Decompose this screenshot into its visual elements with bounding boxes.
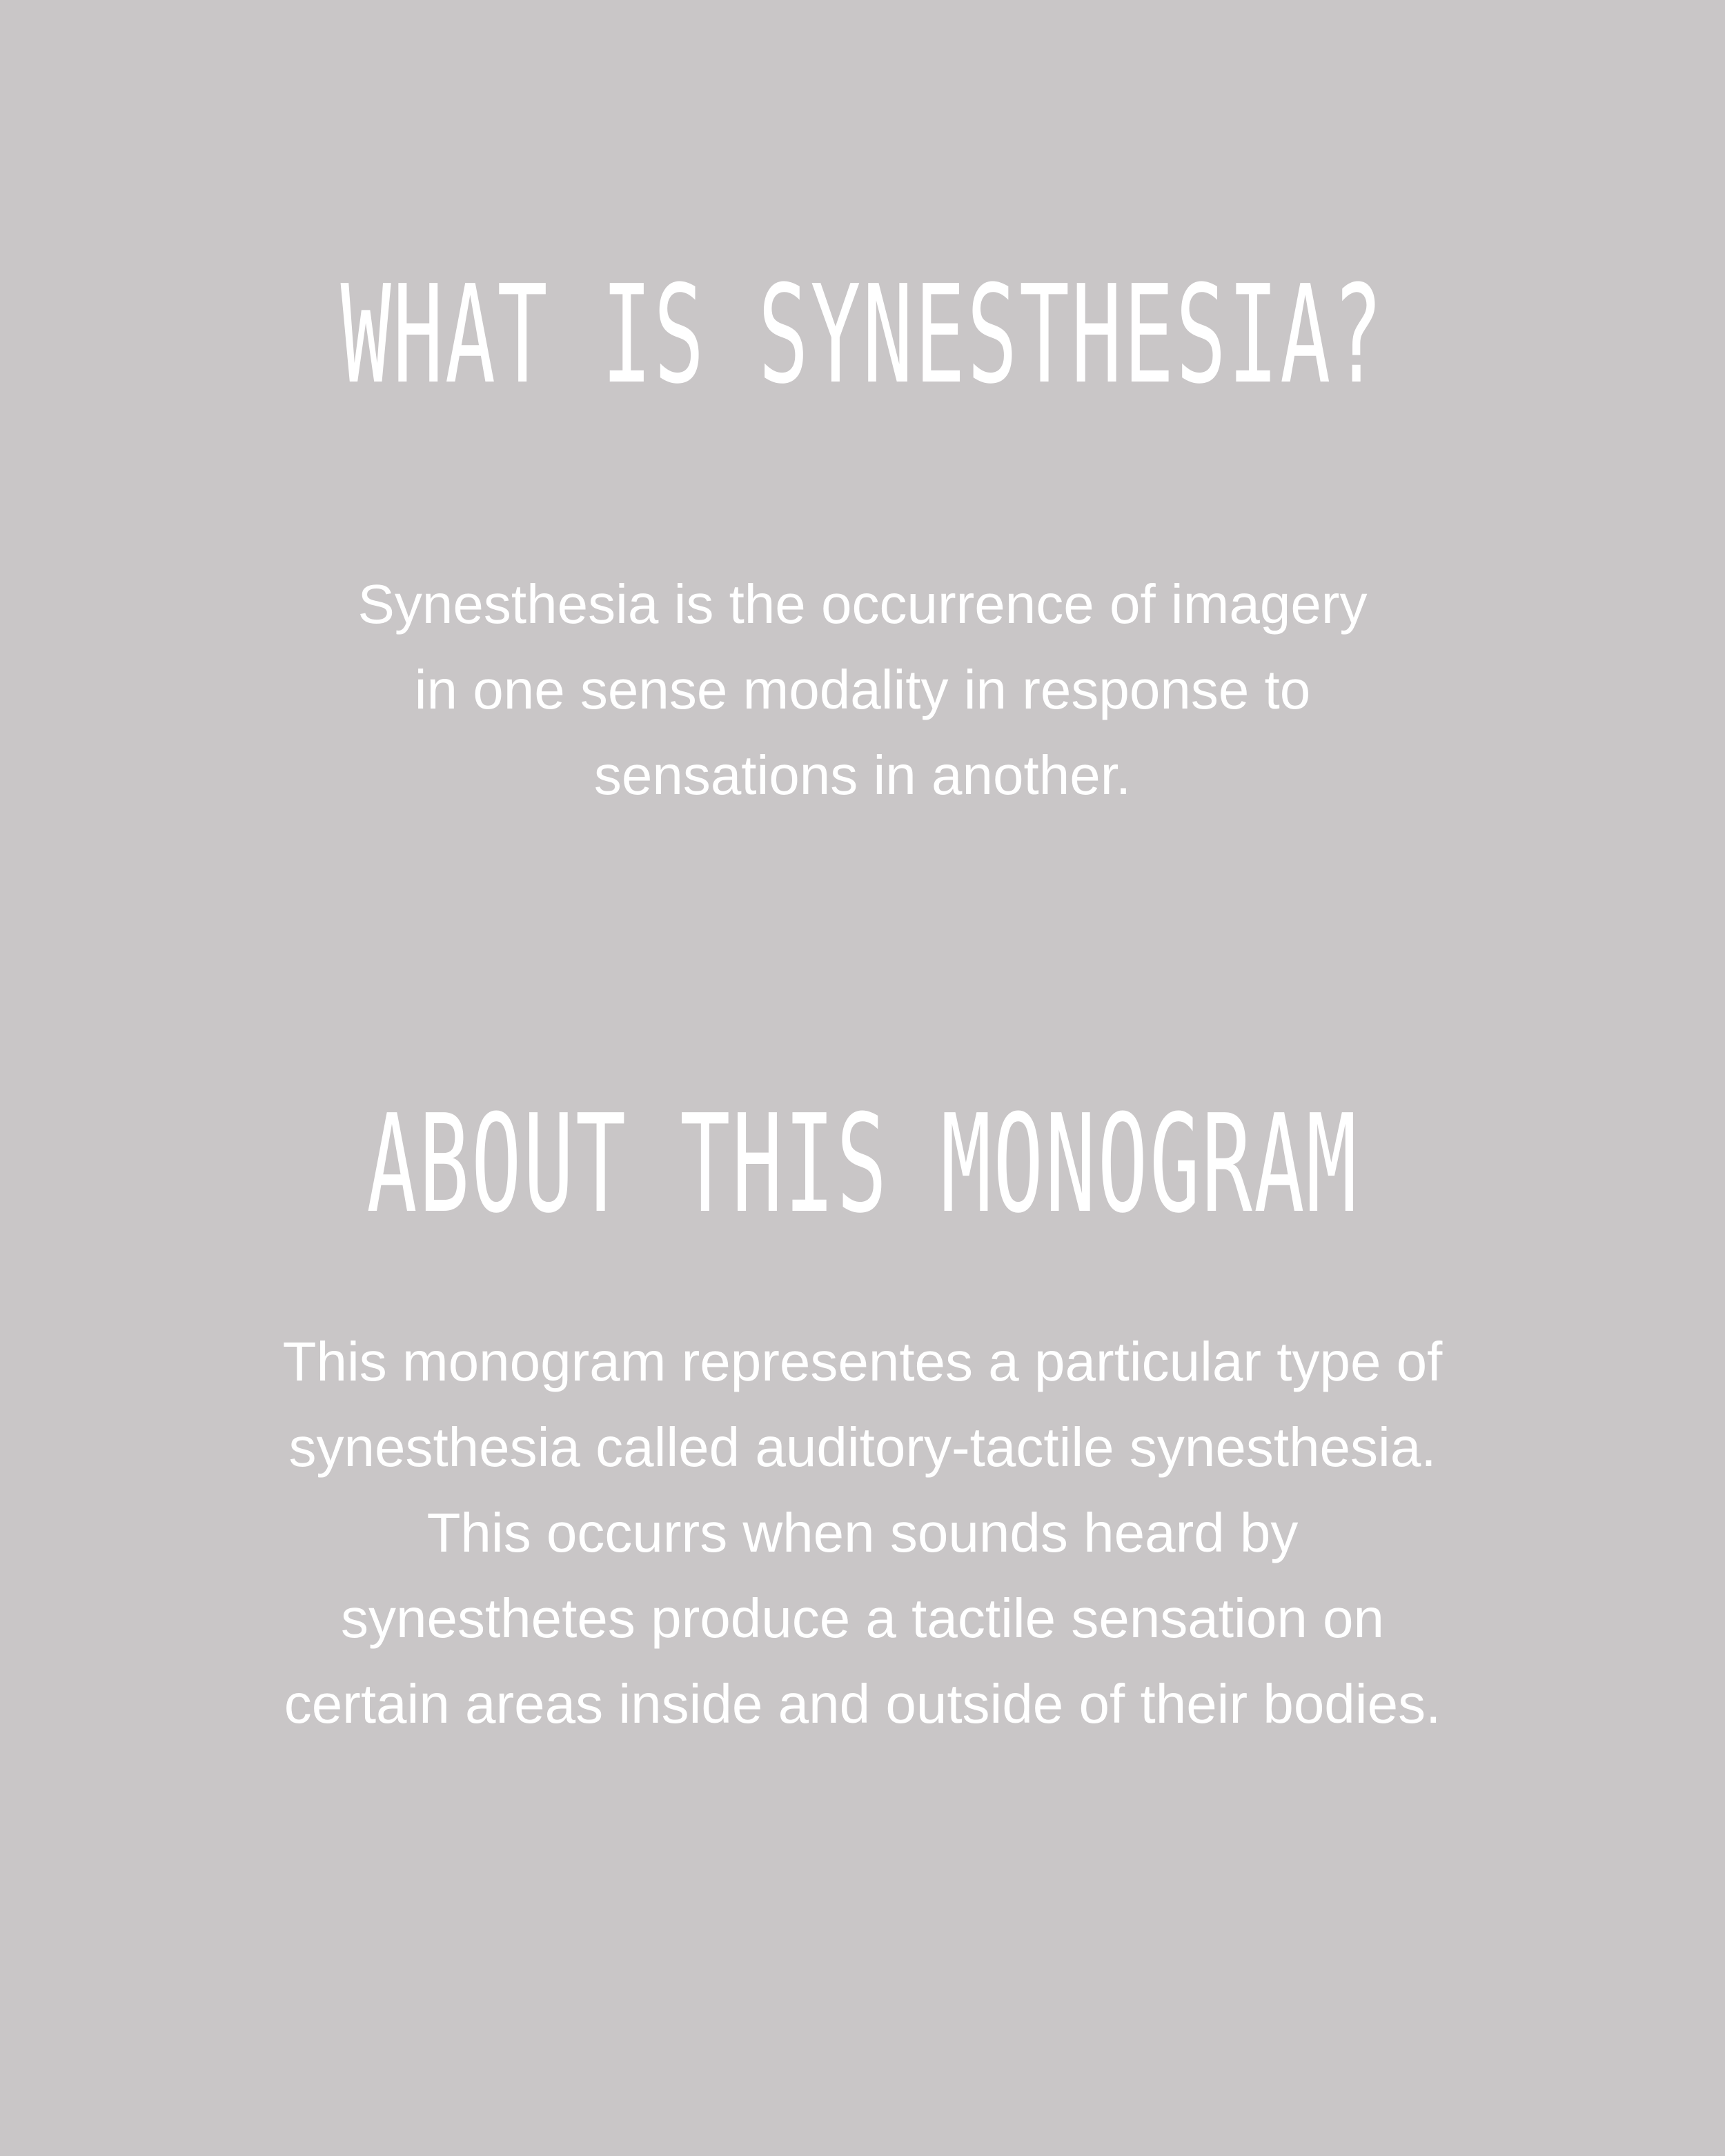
synesthesia-description xyxy=(0,562,1725,818)
monogram-description-line: certain areas inside and outside of their bodies. xyxy=(284,1673,1441,1734)
synesthesia-heading: WHAT IS SYNESTHESIA? xyxy=(340,257,1385,414)
synesthesia-description-line: Synesthesia is the occurrence of imagery xyxy=(357,573,1368,635)
monogram-description-line: synesthetes produce a tactile sensation on xyxy=(340,1588,1385,1649)
monogram-description-line: synesthesia called auditory-tactile synesthesia. xyxy=(288,1416,1437,1478)
monogram-description-line: This occurrs when sounds heard by xyxy=(426,1502,1299,1563)
synesthesia-description-line: sensations in another. xyxy=(593,744,1132,806)
monogram-heading: ABOUT THIS MONOGRAM xyxy=(366,1086,1359,1243)
monogram-description xyxy=(0,1319,1725,1747)
synesthesia-description-line: in one sense modality in response to xyxy=(414,659,1311,720)
monogram-description-line: This monogram representes a particular type of xyxy=(282,1331,1443,1392)
